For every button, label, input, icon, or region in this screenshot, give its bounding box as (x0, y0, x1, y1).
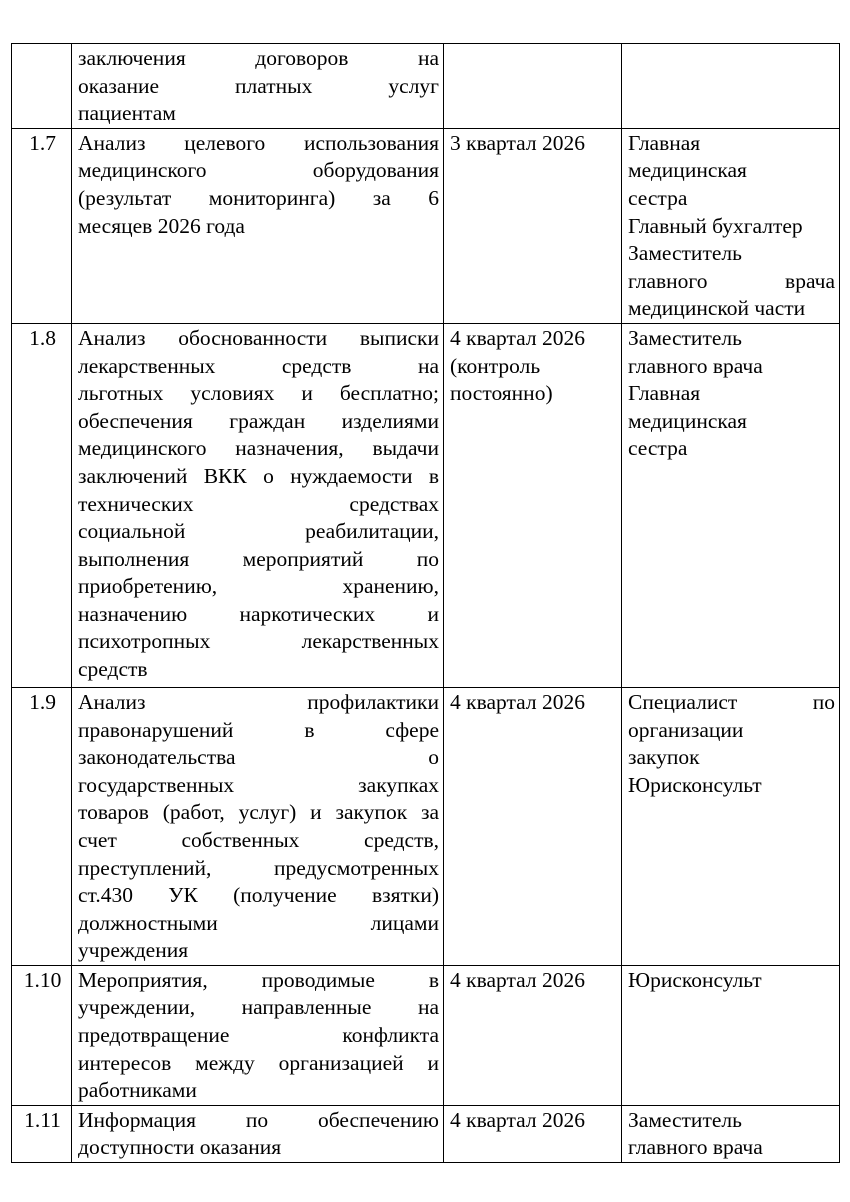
responsible-text-line: главного врача (628, 268, 835, 293)
table-row (12, 687, 840, 965)
responsible-text-line: Главный бухгалтер (628, 213, 803, 238)
responsible-text-line: главного врача (628, 353, 763, 378)
row-number: 1.8 (12, 323, 72, 687)
event-text-line: Анализ целевого использования (78, 130, 439, 155)
event-text-line: заключений ВКК о нуждаемости в (78, 463, 439, 488)
event-text-line: должностными лицами (78, 910, 439, 935)
responsible-text-line: Заместитель (628, 241, 742, 266)
responsible-text-line: сестра (628, 436, 688, 461)
event-text-line: предотвращение конфликта (78, 1023, 439, 1048)
row-number (12, 44, 72, 129)
responsible-text-line: Заместитель (628, 1107, 742, 1132)
term-cell (444, 128, 622, 323)
responsible-cell (622, 44, 840, 129)
term-cell (444, 44, 622, 129)
event-text-line: медицинского назначения, выдачи (78, 436, 439, 461)
event-text-line: ст.430 УК (получение взятки) (78, 883, 439, 908)
term-text-line: постоянно) (450, 381, 553, 406)
event-text-line: товаров (работ, услуг) и закупок за (78, 800, 439, 825)
event-text-line: лекарственных средств на (78, 353, 439, 378)
table-row (12, 44, 840, 129)
event-text-line: Мероприятия, проводимые в (78, 967, 439, 992)
term-cell (444, 1105, 622, 1162)
event-text-line: преступлений, предусмотренных (78, 855, 439, 880)
table-row (12, 965, 840, 1105)
term-text-line: 4 квартал 2026 (450, 1107, 585, 1132)
row-number: 1.10 (12, 965, 72, 1105)
event-text-line: оказание платных услуг (78, 73, 439, 98)
event-text-line: средств (78, 657, 148, 682)
event-text-line: льготных условиях и бесплатно; (78, 381, 439, 406)
event-description (72, 687, 444, 965)
event-text-line: (результат мониторинга) за 6 (78, 185, 439, 210)
event-text-line: обеспечения граждан изделиями (78, 408, 439, 433)
event-text-line: заключения договоров на (78, 46, 439, 70)
responsible-text-line: Главная (628, 381, 701, 406)
event-text-line: выполнения мероприятий по (78, 546, 439, 571)
term-text-line: 3 квартал 2026 (450, 130, 585, 155)
event-description (72, 323, 444, 687)
event-text-line: Анализ обоснованности выписки (78, 325, 439, 350)
event-text-line: месяцев 2026 года (78, 213, 245, 238)
plan-table (11, 43, 840, 1163)
term-text-line: 4 квартал 2026 (450, 325, 585, 350)
event-description (72, 1105, 444, 1162)
responsible-cell (622, 323, 840, 687)
responsible-text-line: сестра (628, 185, 688, 210)
event-text-line: пациентам (78, 101, 176, 126)
responsible-text-line: медицинской части (628, 296, 806, 321)
event-text-line: технических средствах (78, 491, 439, 516)
event-text-line: приобретению, хранению, (78, 574, 439, 599)
event-text-line: учреждении, направленные на (78, 995, 439, 1020)
term-cell (444, 687, 622, 965)
responsible-text-line: Заместитель (628, 325, 742, 350)
table-row (12, 323, 840, 687)
event-text-line: законодательства о (78, 745, 439, 770)
responsible-cell (622, 965, 840, 1105)
responsible-cell (622, 687, 840, 965)
event-text-line: медицинского оборудования (78, 158, 439, 183)
event-text-line: правонарушений в сфере (78, 717, 439, 742)
event-text-line: Информация по обеспечению (78, 1107, 439, 1132)
event-text-line: психотропных лекарственных (78, 629, 439, 654)
table-row (12, 1105, 840, 1162)
event-description (72, 965, 444, 1105)
event-text-line: Анализ профилактики (78, 689, 439, 714)
event-description (72, 128, 444, 323)
event-text-line: доступности оказания (78, 1135, 282, 1160)
event-text-line: социальной реабилитации, (78, 519, 439, 544)
responsible-text-line: медицинская (628, 158, 747, 183)
row-number: 1.11 (12, 1105, 72, 1162)
term-text-line: 4 квартал 2026 (450, 689, 585, 714)
event-text-line: назначению наркотических и (78, 601, 439, 626)
event-text-line: счет собственных средств, (78, 827, 439, 852)
event-text-line: интересов между организацией и (78, 1050, 439, 1075)
event-text-line: государственных закупках (78, 772, 439, 797)
term-text-line: (контроль (450, 353, 541, 378)
term-text-line: 4 квартал 2026 (450, 967, 585, 992)
responsible-cell (622, 1105, 840, 1162)
responsible-cell (622, 128, 840, 323)
responsible-text-line: Юрисконсульт (628, 967, 762, 992)
term-cell (444, 965, 622, 1105)
responsible-text-line: медицинская (628, 408, 747, 433)
responsible-text-line: главного врача (628, 1135, 763, 1160)
responsible-text-line: Специалист по (628, 689, 835, 714)
term-cell (444, 323, 622, 687)
table-row (12, 128, 840, 323)
row-number: 1.7 (12, 128, 72, 323)
responsible-text-line: закупок (628, 745, 700, 770)
row-number: 1.9 (12, 687, 72, 965)
responsible-text-line: организации (628, 717, 744, 742)
responsible-text-line: Главная (628, 130, 701, 155)
event-text-line: работниками (78, 1078, 197, 1103)
event-description (72, 44, 444, 129)
plan-table-body (12, 44, 840, 1163)
event-text-line: учреждения (78, 938, 189, 963)
responsible-text-line: Юрисконсульт (628, 772, 762, 797)
